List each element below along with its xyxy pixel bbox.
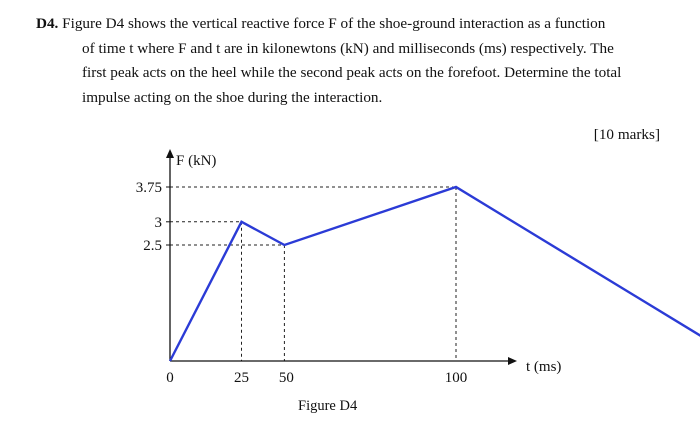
question-line-1-text: Figure D4 shows the vertical reactive force F of the shoe-ground interaction as a function <box>62 15 606 32</box>
figure-caption: Figure D4 <box>298 398 358 414</box>
y-tick-label: 2.5 <box>143 238 162 254</box>
x-tick-label: 0 <box>166 370 174 386</box>
marks-label: [10 marks] <box>593 126 660 143</box>
x-tick-label: 25 <box>234 370 249 386</box>
y-tick-label: 3 <box>154 214 162 231</box>
question-line-3: first peak acts on the heel while the second peak acts on the forefoot. Determine the total <box>82 64 622 81</box>
question-line-2: of time t where F and t are in kilonewtons (kN) and milliseconds (ms) respectively. The <box>82 39 614 57</box>
question-line-4: impulse acting on the shoe during the interaction. <box>82 88 383 106</box>
question-number: D4. <box>36 15 59 32</box>
y-axis-arrow-icon <box>166 149 174 158</box>
y-tick-label: 3.75 <box>135 180 162 196</box>
x-tick-label: 50 <box>278 370 294 386</box>
x-axis-label: t (ms) <box>526 359 562 375</box>
x-axis-arrow-icon <box>508 357 517 365</box>
force-series-line <box>170 187 700 361</box>
y-axis-label: F (kN) <box>176 153 217 169</box>
x-tick-label: 100 <box>444 370 468 386</box>
